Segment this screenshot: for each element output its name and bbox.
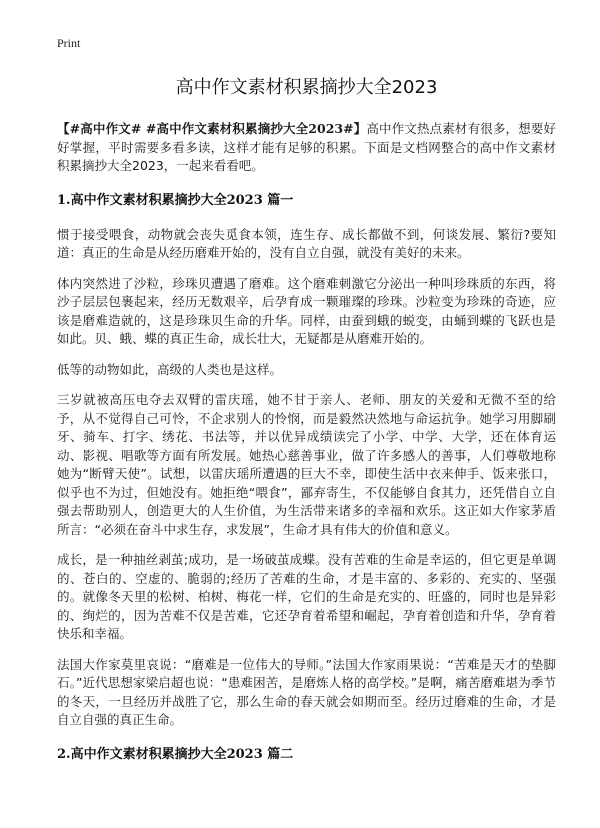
intro-tags: 【#高中作文# #高中作文素材积累摘抄大全2023#】 [57, 121, 367, 136]
paragraph: 三岁就被高压电夺去双臂的雷庆瑶，她不甘于亲人、老师、朋友的关爱和无微不至的给予，从不觉得自己可怜，不企求别人的怜悯，而是毅然决然地与命运抗争。她学习用脚刷牙、骑车、打字、绣花、书法等，并以优异成绩读完了小学、中学、大学，还在体育运动、影视、唱歌等方面有所发展。她热心慈善事业，做了许多感人的善事，人们尊敬地称她为“断臂天使”。试想，以雷庆瑶所遭遇的巨大不幸，即使生活中衣来伸手、饭来张口，似乎也不为过，但她没有。她拒绝“喂食”，鄙弃寄生，不仅能够自食其力，还凭借自立自强去帮助别人，创造更大的人生价值，为生活带来诸多的幸福和欢乐。这正如大作家茅盾所言：“必须在奋斗中求生存，求发展”，生命才具有伟大的价值和意义。 [57, 392, 556, 537]
paragraph: 体内突然进了沙粒，珍珠贝遭遇了磨难。这个磨难刺激它分泌出一种叫珍珠质的东西，将沙子层层包裹起来，经历无数艰辛，后孕育成一颗璀璨的珍珠。沙粒变为珍珠的奇迹，应该是磨难造就的，这是珍珠贝生命的升华。同样，由蚕到蛾的蜕变，由蛹到蝶的飞跃也是如此。贝、蛾、蝶的真正生命，成长壮大，无疑都是从磨难开始的。 [57, 275, 556, 346]
intro-paragraph [57, 120, 556, 176]
intro-text: 高中作文热点素材有很多，想要好好掌握，平时需要多看多读，这样才能有足够的积累。下面是文档网整合的高中作文素材积累摘抄大全2023，一起来看看吧。 [57, 121, 556, 173]
paragraph: 惯于接受喂食，动物就会丧失觅食本领，连生存、成长都做不到，何谈发展、繁衍?要知道：真正的生命是从经历磨难开始的，没有自立自强，就没有美好的未来。 [57, 226, 556, 260]
section-heading-1: 1.高中作文素材积累摘抄大全2023 篇一 [57, 192, 294, 208]
print-label: Print [57, 36, 81, 50]
paragraph: 法国大作家莫里哀说：“磨难是一位伟大的导师。”法国大作家雨果说：“苦难是天才的垫脚石。”近代思想家梁启超也说：“患难困苦，是磨炼人格的高学校。”是啊，痛苦磨难堪为季节的冬天，一旦经历并战胜了它，那么生命的春天就会如期而至。经历过磨难的生命，才是自立自强的真正生命。 [57, 656, 556, 727]
page-title: 高中作文素材积累摘抄大全2023 [175, 77, 438, 98]
paragraph: 成长，是一种抽丝剥茧;成功，是一场破茧成蝶。没有苦难的生命是幸运的，但它更是单调的、苍白的、空虚的、脆弱的;经历了苦难的生命，才是丰富的、多彩的、充实的、坚强的。就像冬天里的松树、柏树、梅花一样，它们的生命是充实的、旺盛的，同时也是异彩的、绚烂的，因为苦难不仅是苦难，它还孕育着希望和崛起，孕育着创造和升华，孕育着快乐和幸福。 [57, 552, 556, 641]
paragraph: 低等的动物如此，高级的人类也是这样。 [57, 361, 283, 377]
section-heading-2: 2.高中作文素材积累摘抄大全2023 篇二 [57, 746, 294, 762]
